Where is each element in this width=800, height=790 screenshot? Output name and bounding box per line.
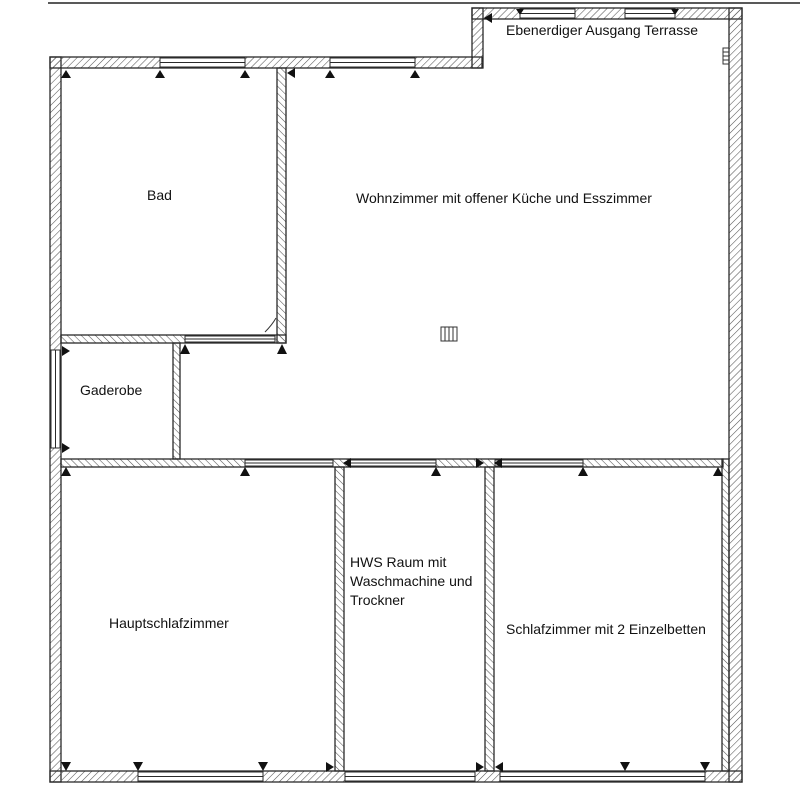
window-top-2	[330, 58, 415, 67]
marker	[277, 344, 287, 354]
marker	[287, 68, 295, 78]
outer-wall-top-right	[472, 8, 742, 19]
window-bottom-1	[138, 772, 263, 781]
room-label-hws-line1: HWS Raum mit	[350, 554, 447, 570]
window-bad-bottom	[185, 336, 275, 342]
radiator-icon	[441, 327, 457, 341]
wall-bad-right	[277, 68, 286, 343]
marker	[431, 467, 441, 476]
marker	[240, 70, 250, 78]
door-arc	[265, 318, 276, 332]
room-label-hws-line2: Waschmachine und	[350, 573, 473, 589]
windows	[51, 9, 705, 781]
marker	[62, 443, 70, 453]
room-label-schlafzimmer2: Schlafzimmer mit 2 Einzelbetten	[506, 621, 706, 637]
room-label-hauptschlafzimmer: Hauptschlafzimmer	[109, 615, 229, 631]
marker	[133, 762, 143, 771]
marker	[61, 467, 71, 476]
wall-inner-right	[722, 459, 729, 771]
marker	[240, 467, 250, 476]
markers	[61, 9, 723, 772]
marker	[700, 762, 710, 771]
opening-main-1	[245, 460, 333, 466]
room-label-hws-line3: Trockner	[350, 592, 405, 608]
room-label-bad: Bad	[147, 187, 172, 203]
right-wall-radiator-icon	[723, 48, 729, 64]
marker	[258, 762, 268, 771]
marker	[180, 344, 190, 354]
outer-wall-top-left	[50, 57, 482, 68]
wall-hws-right	[485, 467, 494, 771]
outer-wall-right	[729, 8, 742, 782]
marker	[410, 70, 420, 78]
marker	[325, 70, 335, 78]
window-left-gaderobe	[51, 350, 60, 448]
wall-hws-left	[335, 467, 344, 771]
room-label-terrasse: Ebenerdiger Ausgang Terrasse	[506, 22, 698, 38]
window-top-3	[520, 9, 575, 18]
marker	[578, 467, 588, 476]
walls	[50, 8, 742, 782]
marker	[61, 70, 71, 78]
window-bottom-3	[500, 772, 705, 781]
marker	[62, 346, 70, 356]
opening-main-2	[348, 460, 436, 466]
room-label-wohnzimmer: Wohnzimmer mit offener Küche und Esszimmer	[356, 190, 652, 206]
marker	[61, 762, 71, 771]
marker	[620, 762, 630, 771]
wall-gaderobe-right	[173, 343, 180, 459]
marker	[155, 70, 165, 78]
window-top-4	[625, 9, 675, 18]
opening-main-3	[495, 460, 583, 466]
window-bottom-2	[345, 772, 475, 781]
room-label-gaderobe: Gaderobe	[80, 382, 143, 398]
window-top-1	[160, 58, 245, 67]
